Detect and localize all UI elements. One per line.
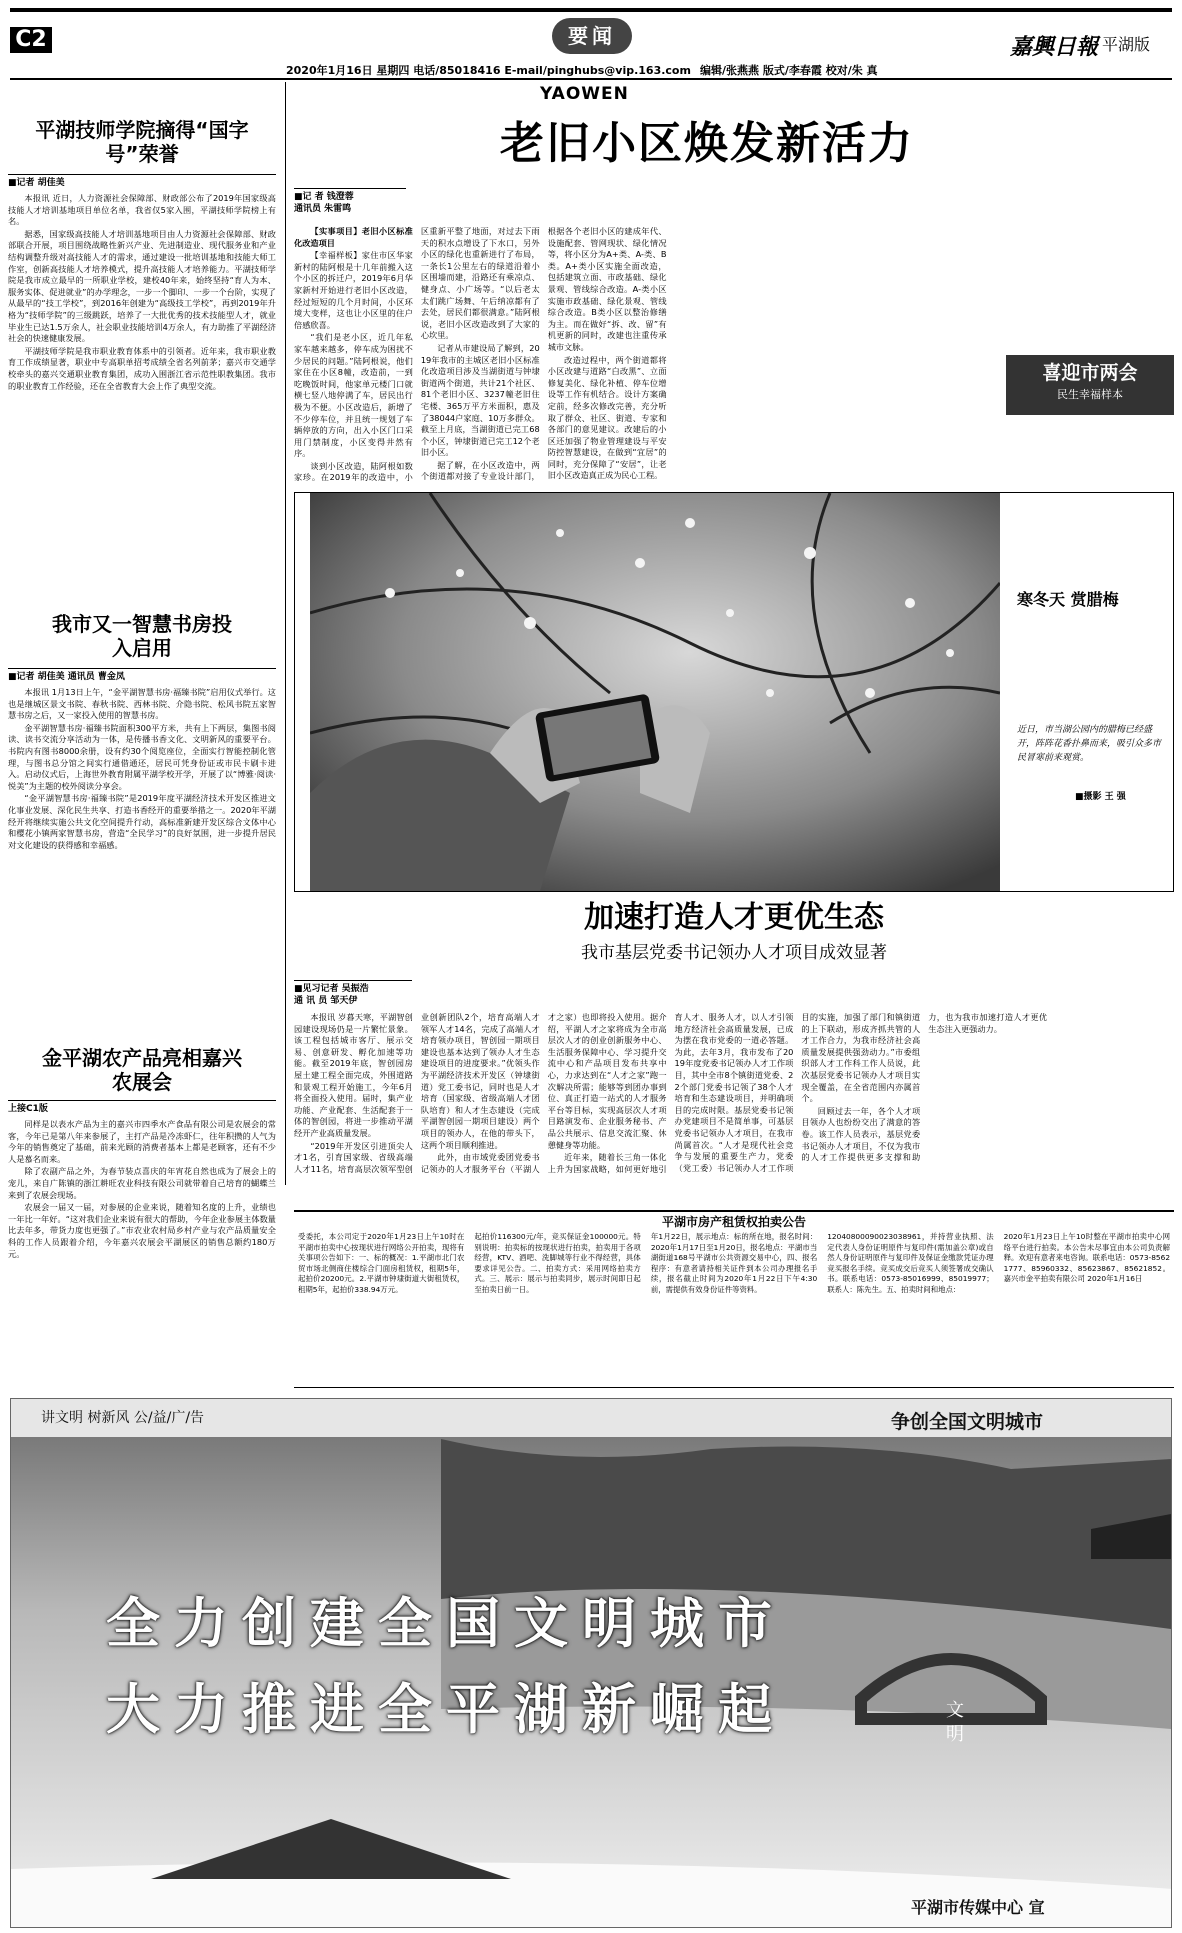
ad-banner: 争创全国文明城市 bbox=[891, 1411, 1044, 1433]
photo-credit: ■摄影 王 强 bbox=[1075, 792, 1126, 802]
ad-tag: 讲文明 树新风 公/益/广/告 bbox=[41, 1410, 205, 1426]
sidebar-article-2 bbox=[8, 612, 276, 852]
ad-footer: 平湖市传媒中心 宣 bbox=[911, 1898, 1045, 1917]
auction-notice bbox=[294, 1210, 1174, 1388]
talent-article-byline bbox=[294, 980, 412, 1007]
photo-caption-title: 寒冬天 赏腊梅 bbox=[1017, 590, 1119, 609]
paragraph: 据悉，国家级高技能人才培训基地项目由人力资源社会保障部、财政部联合开展，项目围绕战略性新兴产业、先进制造业、现代服务业和产业结构调整升级对高技能人才的需求，通过建设一批培训基地和技能大师工作室，创新高技能人才培养模式，提升高技能人才培养能力。平湖技师学院是我市成立最早的一所职业学校，建校40年来，始终坚持“育人为本、服务实体、促进就业”的办学理念，一步一个脚印、一步一个台阶，实现了从最早的“技工学校”，到2016年创建为“高级技工学校”，再到2019年升格为“技师学院”的三级跳跃，培养了一大批优秀的技术技能型人才，就业毕业生已达1.5万余人，社会职业技能培训4万余人，有力助推了平湖经济社会的快速健康发展。 bbox=[8, 228, 276, 344]
auction-notice-title: 平湖市房产租赁权拍卖公告 bbox=[661, 1215, 806, 1229]
sidebar-article-2-byline: ■记者 胡佳美 通讯员 曹金凤 bbox=[8, 668, 276, 683]
notice-column: 受委托，本公司定于2020年1月23日上午10时在平湖市拍卖中心按现状进行网络公开拍卖，现将有关事项公告如下：一、标的概况：1.平湖市北门农贸市场北侧商住楼综合门面房租赁权，租期5年，起拍价20200元。2.平湖市钟埭街道大街租赁权，租期5年，起拍价338.94万元。 bbox=[298, 1232, 465, 1294]
paragraph: 平湖技师学院是我市职业教育体系中的引领者。近年来，我市职业教育工作成绩显著，职业中专高职单招考成绩全省名列前茅；嘉兴市交通学校牵头的嘉兴交通职业教育集团，成功入围浙江省示范性职教集团。我市的职业教育工作经验，还在全省教育大会上作了典型交流。 bbox=[8, 345, 276, 391]
byline-line: 通 讯 员 邹天伊 bbox=[294, 996, 358, 1006]
paragraph: 农展会一届又一届，对参展的企业来说，随着知名度的上升，业绩也一年比一年好。“这对我们企业来说有很大的帮助，今年企业参展主体数量比去年多，带货力度也更强了。”市农业农村局乡村产业与农产品质量安全科的工作人员跟着介绍，今年嘉兴农展会平湖展区的销售总额约180万元。 bbox=[8, 1202, 276, 1259]
paper-name: 嘉興日報 bbox=[1010, 34, 1099, 60]
ad-seal: 文明 bbox=[946, 1700, 964, 1745]
paragraph: 此外，由市域党委团党委书记领办的人才服务平台（平湖人才之家）也即将投入使用。据介绍，平湖人才之家将成为全市高层次人才的创业创新服务中心、生活服务保障中心、学习提升交流中心和产品项目发布共享中心，力求达到在“人才之家”跑一次解决所需；能够等到团办事到位、真正打造一站式的人才服务平台等目标，实现高层次人才项目路演发布、企业服务秘书、产品公共展示、信息交流汇聚、休憩健身等功能。 bbox=[420, 1012, 667, 1174]
talent-article-body bbox=[294, 1012, 1174, 1180]
talent-article-subtitle: 我市基层党委书记领办人才项目成效显著 bbox=[581, 943, 887, 963]
paragraph: 金平湖智慧书房·福臻书院面积300平方米，共有上下两层，集图书阅读、读书交流分享活动为一体，是传播书香文化、文明新风的重要平台。书院内有图书8000余册，设有约30个阅览座位，全面实行智能控制化管理，与图书总分馆之间实行通借通还，居民可凭身份证或市民卡刷卡进入。启动仪式后，上海世外教育附属平湖学校开学，开展了以“博雅·阅读·悦美”为主题的校外阅读分享会。 bbox=[8, 722, 276, 791]
sidebar-article-2-title: 我市又一智慧书房投入启用 bbox=[52, 612, 232, 660]
notice-column: 起拍价116300元/年，竞买保证金100000元。特别说明：拍卖标的按现状进行拍卖，拍卖用于各项经营，KTV、酒吧、洗脚城等行业不得经营，具体要求详见公告。二、拍卖方式：采用网络拍卖方式。三、展示：展示与拍卖同步，展示时间即日起至拍卖日前一日。 bbox=[474, 1232, 641, 1294]
paragraph: 记者从市建设局了解到，2019年我市的主城区老旧小区标准化改造项目涉及当湖街道与钟埭街道两个街道，共计21个社区、81个老旧小区、3237幢老旧住宅楼、365万平方米面积，惠及了38044户家庭、10万多群众。截至上月底，当湖街道已完工68个小区，钟埭街道已完工12个老旧小区。 bbox=[420, 342, 540, 458]
two-sessions-badge bbox=[1006, 355, 1174, 415]
section-badge bbox=[552, 18, 632, 54]
sidebar-article-1-title: 平湖技师学院摘得“国字号”荣誉 bbox=[35, 118, 249, 166]
notice-column: 2020年1月23日上午10时整在平湖市拍卖中心网络平台进行拍卖。本公告未尽事宜由本公司负责解释。欢迎有意者来电咨询。联系电话：0573-85621777、85960332、85623867、85621852。嘉兴市金平拍卖有限公司 2020年1月16日 bbox=[1003, 1232, 1171, 1283]
edition-name: 平湖版 bbox=[1102, 35, 1151, 54]
sidebar-article-3-title: 金平湖农产品亮相嘉兴农展会 bbox=[42, 1046, 242, 1094]
byline-line: 通讯员 朱雷鸣 bbox=[294, 204, 352, 214]
paragraph: “我们是老小区，近几年私家车越来越多，停车成为困扰不少居民的问题。”陆阿根说，他们家住在小区8幢，改造前，一到吃晚饭时间，他家单元楼门口就横七竖八地停满了车，居民出行极为不便。小区改造后，新增了不少停车位，并且统一规划了车辆停放的方向，出入小区门口采用门禁制度，小区变得井然有序。 bbox=[294, 332, 413, 459]
sidebar-article-1-body bbox=[8, 193, 276, 392]
paragraph: 本报讯 岁暮天寒，平湖智创园建设现场仍是一片繁忙景象。该工程包括城市客厅、展示交易、创意研发、孵化加速等功能。截至2019年底，智创园房屋土建工程全面完成，外围道路和景观工程开始施工，今年6月将全面投入使用。届时，集产业功能、产业配套、生活配套于一体的智创园，将进一步推动平湖经开产业高质量发展。 bbox=[294, 1012, 413, 1138]
ad-background bbox=[11, 1399, 1172, 1928]
ad-slogan-line-2: 大力推进全平湖新崛起 bbox=[106, 1677, 786, 1741]
paragraph: 本报讯 近日，人力资源社会保障部、财政部公布了2019年国家级高技能人才培训基地项目单位名单，我省仅5家入围，平湖技师学院榜上有名。 bbox=[8, 193, 276, 227]
paragraph: “2019年开发区引进顶尖人才1名，引育国家级、省级高端人才11名，培育高层次领军型创业创新团队2个，培育高端人才领军人才14名，完成了高端人才培育领办项目，智创园一期项目建设也基本达到了领办人才生态建设项目的进度要求。”优领头作为平湖经济技术开发区（钟埭街道）党工委书记，同时也是人才培育（国家级、省级高端人才团队培育）和人才生态建设（完成平湖智创园一期项目建设）两个项目的领办人，在他的带头下，这两个项目顺利推进。 bbox=[294, 1012, 540, 1174]
paragraph: 回顾过去一年，各个人才项目领办人也纷纷交出了满意的答卷。该工作人员表示，基层党委书记领办人才项目，不仅为我市的人才工作提供更多支撑和助力，也为我市加速打造人才更优生态注入更强动力。 bbox=[801, 1012, 1048, 1163]
public-service-ad bbox=[10, 1398, 1172, 1928]
main-article-title: 老旧小区焕发新活力 bbox=[500, 118, 914, 169]
talent-article-title: 加速打造人才更优生态 bbox=[584, 900, 884, 935]
badge-subtitle: 民生幸福样本 bbox=[1057, 388, 1123, 401]
sidebar-article-1 bbox=[8, 118, 276, 393]
paragraph: 谈到小区改造，陆阿根如数家珍。在2019年的改造中，小区重新平整了地面，对过去下雨天的积水点增设了下水口，另外小区的绿化也重新进行了布局，一条长1公里左右的绿道沿着小区围墙而建，沿路还有乘凉点、健身点、小广场等。“以后老太太们跳广场舞、午后纳凉都有了去处，居民们都很满意。”陆阿根说，老旧小区改造改到了大家的心坎里。 bbox=[294, 226, 540, 483]
photo-caption-text: 近日，市当湖公园内的腊梅已经盛开，阵阵花香扑鼻而来，吸引众多市民冒寒前来观赏。 bbox=[1017, 725, 1162, 763]
plum-blossom-photo bbox=[310, 493, 1000, 891]
sidebar-article-3-body bbox=[8, 1119, 276, 1260]
paragraph: 本报讯 1月13日上午，“金平湖智慧书房·福臻书院”启用仪式举行。这也是继城区景文书院、春秋书院、西林书院、介隐书院、松风书院五家智慧书房之后，又一家投入使用的智慧书房。 bbox=[8, 687, 276, 721]
ad-slogan-line-1: 全力创建全国文明城市 bbox=[106, 1591, 786, 1655]
byline-line: ■见习记者 吴振浩 bbox=[294, 984, 369, 994]
paragraph: 【实事项目】老旧小区标准化改造项目 bbox=[294, 226, 413, 248]
main-article-byline bbox=[294, 188, 406, 215]
main-article-kicker: YAOWEN bbox=[540, 84, 629, 104]
sidebar-article-3-byline: 上接C1版 bbox=[8, 1100, 276, 1115]
sidebar-article-1-byline: ■记者 胡佳美 bbox=[8, 174, 276, 189]
paragraph: “金平湖智慧书房·福臻书院”是2019年度平湖经济技术开发区推进文化事业发展、深化民生共享、打造书香经开的重要举措之一。2020年平湖经开将继续实施公共文化空间提升行动，高标准新建开发区综合文体中心和樱花小镇两家智慧书房，营造“全民学习”的良好氛围，进一步提升居民对文化建设的获得感和幸福感。 bbox=[8, 793, 276, 850]
sidebar-article-3 bbox=[8, 1046, 276, 1261]
page-number: C2 bbox=[10, 27, 52, 53]
badge-title: 喜迎市两会 bbox=[1042, 362, 1138, 384]
notice-column: 年1月22日，展示地点：标的所在地，报名时间：2020年1月17日至1月20日，报名地点：平湖市当湖街道168号平湖市公共资源交易中心，四、报名程序：有意者请持相关证件到本公司办理报名手续，报名截止时间为2020年1月22日下午4:30前，需提供有效身份证件等资料。 bbox=[650, 1232, 818, 1294]
paragraph: 同样是以表水产品为主的嘉兴市四季水产食品有限公司是农展会的常客，今年已是第八年来参展了，主打产品是冷冻虾仁，往年积攒的人气为今年的销售奠定了基础，前来光顾的消费者基本上都是老顾客，还有不少人是慕名而来。 bbox=[8, 1119, 276, 1164]
section-title: 要闻 bbox=[568, 24, 616, 48]
paragraph: 改造过程中，两个街道都将小区改建与道路“白改黑”、立面修复美化、绿化补植、停车位增设等工作有机结合。设计方案确定前，经多次修改完善，充分听取了群众、社区、街道、专家和各部门的意见建议。改建后的小区还加强了物业管理建设与平安防控智慧建设，在做到“宜居”的同时，充分保障了“安居”，让老旧小区改造真正成为民心工程。 bbox=[547, 354, 667, 481]
paragraph: 近年来，随着长三角一体化上升为国家战略，如何更好地引育人才、服务人才，以人才引领地方经济社会高质量发展，已成为摆在我市党委的一道必答题。为此，去年3月，我市发布了2019年度党委书记领办人才工作项目，其中全市8个镇街道党委、22个部门党委书记领了38个人才培育和生态建设项目，并明确项目的完成时限。基层党委书记领办党建项目不是简单事，可基层党委书记领办人才项目，在我市尚属首次。“人才是现代社会竞争与发展的重要生产力，党委（党工委）书记领办人才工作项目的实施，加强了部门和镇街道的上下联动，形成齐抓共管的人才工作合力，为我市经济社会高质量发展提供强劲动力。”市委组织部人才工作科工作人员说，此次基层党委书记领办人才项目实现全覆盖，在全省范围内亦属首个。 bbox=[547, 1012, 921, 1174]
header-top-rule bbox=[10, 8, 1172, 12]
editors-line: 编辑/张燕燕 版式/李春霞 校对/朱 真 bbox=[700, 64, 878, 77]
sidebar-article-2-body bbox=[8, 687, 276, 851]
header-bottom-rule bbox=[10, 78, 1172, 80]
date-line: 2020年1月16日 星期四 电话/85018416 E-mail/pinghubs@vip.163.com bbox=[286, 64, 691, 77]
notice-column: 12040800090023038961，并持营业执照、法定代表人身份证明原件与复印件(需加盖公章)或自然人身份证明原件与复印件及保证金缴款凭证办理竞买报名手续。竞买成交后竞买人须签署成交确认书。联系电话：0573-85016999、85019977；联系人：陈先生。五、拍卖时间和地点： bbox=[827, 1232, 994, 1294]
paragraph: 据了解，在小区改造中，两个街道都对接了专业设计部门，根据各个老旧小区的建成年代、设施配套、管网现状、绿化情况等，将小区分为A+类、A-类、B类。A+类小区实施全面改造，包括建筑立面、市政基础、绿化景观、管线综合改造。A-类小区实施市政基础、绿化景观、管线综合改造。B类小区以整治修缮为主。而在做好“拆、改、留”有机更新的同时，改建也注重传承城市文脉。 bbox=[420, 226, 667, 482]
byline-line: ■记 者 钱澄蓉 bbox=[294, 192, 354, 202]
paragraph: 【幸福样板】家住市区华家新村的陆阿根是十几年前搬入这个小区的拆迁户，2019年6月华家新村开始进行老旧小区改造，经过短短的几个月时间，小区环境大变样，这也让小区里的住户倍感欣喜。 bbox=[294, 250, 413, 330]
photo-frame bbox=[294, 492, 1174, 892]
paragraph: 除了农副产品之外，为春节装点喜庆的年宵花自然也成为了展会上的宠儿，来自广陈镇的浙江耕旺农业科技有限公司就带着自己培育的蝴蝶兰来到了农展会现场。 bbox=[8, 1166, 276, 1200]
sidebar-divider bbox=[285, 82, 286, 1185]
